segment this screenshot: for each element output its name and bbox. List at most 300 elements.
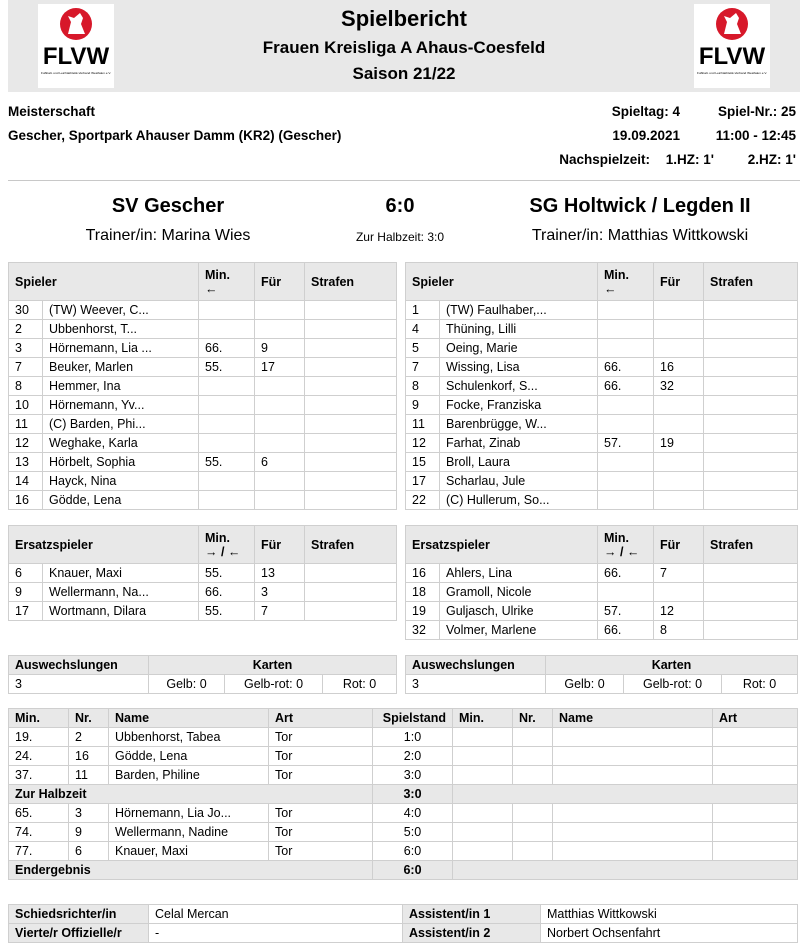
- final-score: 6:0: [385, 195, 415, 217]
- sub-for: 7: [654, 564, 704, 583]
- sub-minute: 66.: [199, 583, 255, 602]
- away-subs-table: [405, 525, 798, 640]
- sub-for: [255, 301, 305, 320]
- player-row: [406, 564, 798, 583]
- away-event-cell: [713, 766, 798, 785]
- player-name: Schulenkorf, S...: [440, 377, 598, 396]
- away-event-cell: [713, 823, 798, 842]
- event-score: 3:0: [373, 766, 453, 785]
- away-event-cell: [713, 842, 798, 861]
- away-summary-table: [405, 655, 798, 694]
- sub-for: [654, 339, 704, 358]
- assistant2-label: Assistent/in 2: [403, 924, 541, 943]
- player-row: [9, 339, 397, 358]
- event-player-number: 9: [69, 823, 109, 842]
- event-player-name: Barden, Philine: [109, 766, 269, 785]
- lineup-header-player: Spieler: [406, 263, 598, 301]
- player-row: [406, 377, 798, 396]
- player-penalties: [704, 434, 798, 453]
- sub-for: [255, 434, 305, 453]
- report-header: [8, 0, 800, 92]
- player-penalties: [305, 377, 397, 396]
- sub-minute: 66.: [598, 358, 654, 377]
- away-event-cell: [553, 747, 713, 766]
- red-cards: Rot: 0: [323, 675, 397, 694]
- player-row: [406, 583, 798, 602]
- sub-for: [654, 301, 704, 320]
- player-name: Weghake, Karla: [43, 434, 199, 453]
- player-number: 7: [9, 358, 43, 377]
- event-minute: 74.: [9, 823, 69, 842]
- event-row: [9, 747, 798, 766]
- player-row: [9, 583, 397, 602]
- sub-minute: [598, 301, 654, 320]
- player-penalties: [704, 621, 798, 640]
- subs-header-penalties: Strafen: [305, 526, 397, 564]
- events-header-name: Name: [553, 709, 713, 728]
- yellow-cards: Gelb: 0: [546, 675, 624, 694]
- player-penalties: [704, 358, 798, 377]
- player-number: 18: [406, 583, 440, 602]
- yellow-red-cards: Gelb-rot: 0: [624, 675, 722, 694]
- player-row: [9, 434, 397, 453]
- event-type: Tor: [269, 804, 373, 823]
- away-event-cell: [553, 766, 713, 785]
- venue: Gescher, Sportpark Ahauser Damm (KR2) (Gescher): [8, 128, 342, 143]
- home-subs-table: [8, 525, 397, 621]
- player-name: Oeing, Marie: [440, 339, 598, 358]
- match-time: 11:00 - 12:45: [715, 128, 796, 143]
- sub-for: [654, 583, 704, 602]
- player-number: 17: [9, 602, 43, 621]
- player-number: 12: [406, 434, 440, 453]
- event-player-number: 2: [69, 728, 109, 747]
- player-row: [9, 396, 397, 415]
- sub-minute: [598, 472, 654, 491]
- player-row: [9, 301, 397, 320]
- player-number: 19: [406, 602, 440, 621]
- sub-minute: 66.: [598, 377, 654, 396]
- sub-minute: 66.: [598, 621, 654, 640]
- home-trainer: Trainer/in: Marina Wies: [85, 227, 251, 244]
- final-label: Endergebnis: [9, 861, 373, 880]
- sub-for: [654, 472, 704, 491]
- away-event-cell: [513, 747, 553, 766]
- sub-minute: 66.: [598, 564, 654, 583]
- subs-header-for: Für: [654, 526, 704, 564]
- player-name: Wissing, Lisa: [440, 358, 598, 377]
- player-penalties: [704, 415, 798, 434]
- player-row: [406, 434, 798, 453]
- player-row: [406, 491, 798, 510]
- player-number: 30: [9, 301, 43, 320]
- player-penalties: [704, 301, 798, 320]
- away-team-name: SG Holtwick / Legden II: [529, 195, 751, 217]
- player-row: [9, 564, 397, 583]
- logo-subtext: Fußball- und Leichtathletik-Verband Westfalen e.V.: [697, 71, 768, 75]
- player-number: 11: [406, 415, 440, 434]
- sub-minute: [598, 396, 654, 415]
- event-player-number: 3: [69, 804, 109, 823]
- event-type: Tor: [269, 823, 373, 842]
- event-score: 1:0: [373, 728, 453, 747]
- sub-minute: 55.: [199, 358, 255, 377]
- away-event-cell: [553, 804, 713, 823]
- player-name: Gramoll, Nicole: [440, 583, 598, 602]
- player-penalties: [305, 583, 397, 602]
- report-title: Spielbericht: [341, 6, 467, 31]
- sub-minute: [598, 491, 654, 510]
- away-event-cell: [713, 747, 798, 766]
- player-number: 15: [406, 453, 440, 472]
- player-name: (TW) Weever, C...: [43, 301, 199, 320]
- event-type: Tor: [269, 747, 373, 766]
- event-player-number: 11: [69, 766, 109, 785]
- player-name: Thüning, Lilli: [440, 320, 598, 339]
- sub-for: [255, 491, 305, 510]
- sub-minute: [199, 491, 255, 510]
- away-event-cell: [453, 766, 513, 785]
- event-player-number: 6: [69, 842, 109, 861]
- substitutions-label: Auswechslungen: [9, 656, 149, 675]
- assistant2-name: Norbert Ochsenfahrt: [541, 924, 798, 943]
- player-name: Wellermann, Na...: [43, 583, 199, 602]
- sub-for: [654, 415, 704, 434]
- player-row: [9, 415, 397, 434]
- player-number: 13: [9, 453, 43, 472]
- player-row: [9, 358, 397, 377]
- player-number: 2: [9, 320, 43, 339]
- sub-for: 6: [255, 453, 305, 472]
- away-event-cell: [453, 804, 513, 823]
- away-event-cell: [513, 804, 553, 823]
- events-header-min: Min.: [453, 709, 513, 728]
- player-name: Hörnemann, Lia ...: [43, 339, 199, 358]
- sub-for: 3: [255, 583, 305, 602]
- event-minute: 65.: [9, 804, 69, 823]
- sub-for: 12: [654, 602, 704, 621]
- away-trainer: Trainer/in: Matthias Wittkowski: [531, 227, 749, 244]
- player-number: 14: [9, 472, 43, 491]
- event-score: 2:0: [373, 747, 453, 766]
- player-name: Hörbelt, Sophia: [43, 453, 199, 472]
- away-event-cell: [513, 823, 553, 842]
- event-minute: 37.: [9, 766, 69, 785]
- player-name: Farhat, Zinab: [440, 434, 598, 453]
- sub-minute: 55.: [199, 564, 255, 583]
- player-number: 32: [406, 621, 440, 640]
- events-header-score: Spielstand: [373, 709, 453, 728]
- player-number: 6: [9, 564, 43, 583]
- event-row: [9, 728, 798, 747]
- player-penalties: [704, 377, 798, 396]
- away-event-cell: [513, 842, 553, 861]
- event-player-name: Ubbenhorst, Tabea: [109, 728, 269, 747]
- events-header-name: Name: [109, 709, 269, 728]
- lineup-header-for: Für: [255, 263, 305, 301]
- events-header-min: Min.: [9, 709, 69, 728]
- season-label: Saison 21/22: [352, 64, 456, 83]
- player-name: Hörnemann, Yv...: [43, 396, 199, 415]
- sub-minute: 55.: [199, 453, 255, 472]
- lineup-header-penalties: Strafen: [704, 263, 798, 301]
- event-player-name: Wellermann, Nadine: [109, 823, 269, 842]
- sub-minute: [598, 453, 654, 472]
- event-score: 6:0: [373, 842, 453, 861]
- player-penalties: [305, 301, 397, 320]
- player-number: 9: [9, 583, 43, 602]
- player-name: Barenbrügge, W...: [440, 415, 598, 434]
- sub-for: 32: [654, 377, 704, 396]
- home-team-name: SV Gescher: [111, 195, 225, 217]
- player-penalties: [305, 358, 397, 377]
- player-number: 17: [406, 472, 440, 491]
- player-number: 7: [406, 358, 440, 377]
- match-events-table: [8, 708, 798, 880]
- player-number: 5: [406, 339, 440, 358]
- events-header-no: Nr.: [513, 709, 553, 728]
- away-event-cell: [453, 823, 513, 842]
- sub-for: 16: [654, 358, 704, 377]
- player-row: [9, 602, 397, 621]
- lineup-header-min: Min. ←: [199, 263, 255, 301]
- player-name: Focke, Franziska: [440, 396, 598, 415]
- player-name: Gödde, Lena: [43, 491, 199, 510]
- sub-minute: [199, 415, 255, 434]
- final-result: 6:0: [373, 861, 453, 880]
- player-penalties: [704, 472, 798, 491]
- player-name: (TW) Faulhaber,...: [440, 301, 598, 320]
- subs-header-player: Ersatzspieler: [9, 526, 199, 564]
- sub-minute: [598, 583, 654, 602]
- event-minute: 77.: [9, 842, 69, 861]
- matchday: Spieltag: 4: [611, 104, 680, 119]
- logo-ribbon: FLVW: [704, 14, 717, 30]
- officials-table: [8, 904, 798, 943]
- player-penalties: [305, 453, 397, 472]
- sub-for: [255, 377, 305, 396]
- subs-header-penalties: Strafen: [704, 526, 798, 564]
- logo-text: FLVW: [698, 43, 766, 70]
- logo-ribbon: FLVW: [48, 14, 61, 30]
- player-penalties: [305, 472, 397, 491]
- referee-name: Celal Mercan: [149, 905, 403, 924]
- home-lineup-table: [8, 262, 397, 510]
- event-row: [9, 823, 798, 842]
- event-row: [9, 842, 798, 861]
- player-number: 4: [406, 320, 440, 339]
- player-penalties: [305, 491, 397, 510]
- sub-minute: [199, 320, 255, 339]
- player-name: Guljasch, Ulrike: [440, 602, 598, 621]
- fourth-official-name: -: [149, 924, 403, 943]
- lineup-header-for: Für: [654, 263, 704, 301]
- event-type: Tor: [269, 728, 373, 747]
- player-number: 8: [9, 377, 43, 396]
- player-penalties: [704, 602, 798, 621]
- sub-minute: [199, 434, 255, 453]
- player-penalties: [305, 339, 397, 358]
- sub-minute: [199, 301, 255, 320]
- sub-for: 13: [255, 564, 305, 583]
- logo-text: FLVW: [42, 43, 110, 70]
- player-name: Hayck, Nina: [43, 472, 199, 491]
- player-penalties: [704, 491, 798, 510]
- event-player-name: Knauer, Maxi: [109, 842, 269, 861]
- divider: [8, 180, 800, 181]
- away-event-cell: [453, 728, 513, 747]
- player-penalties: [704, 320, 798, 339]
- player-penalties: [305, 415, 397, 434]
- sub-minute: 57.: [598, 434, 654, 453]
- player-penalties: [704, 583, 798, 602]
- halftime-score: Zur Halbzeit: 3:0: [355, 230, 445, 244]
- player-name: Scharlau, Jule: [440, 472, 598, 491]
- event-minute: 24.: [9, 747, 69, 766]
- player-penalties: [704, 339, 798, 358]
- sub-minute: [598, 320, 654, 339]
- cards-label: Karten: [149, 656, 397, 675]
- sub-for: [654, 491, 704, 510]
- subs-header-min: Min. → / ←: [598, 526, 654, 564]
- player-number: 22: [406, 491, 440, 510]
- assistant1-label: Assistent/in 1: [403, 905, 541, 924]
- sub-for: [255, 396, 305, 415]
- away-event-cell: [513, 728, 553, 747]
- event-player-name: Gödde, Lena: [109, 747, 269, 766]
- stoppage-label: Nachspielzeit:: [559, 152, 650, 167]
- player-number: 16: [406, 564, 440, 583]
- subs-header-for: Für: [255, 526, 305, 564]
- player-number: 1: [406, 301, 440, 320]
- sub-for: [654, 396, 704, 415]
- player-name: Knauer, Maxi: [43, 564, 199, 583]
- sub-for: [255, 415, 305, 434]
- sub-minute: [199, 472, 255, 491]
- stoppage-second-half: 2.HZ: 1': [747, 152, 796, 167]
- player-penalties: [305, 396, 397, 415]
- sub-minute: [598, 339, 654, 358]
- player-number: 8: [406, 377, 440, 396]
- sub-for: 7: [255, 602, 305, 621]
- sub-for: [255, 472, 305, 491]
- player-name: Broll, Laura: [440, 453, 598, 472]
- player-penalties: [704, 453, 798, 472]
- player-row: [406, 339, 798, 358]
- player-row: [9, 453, 397, 472]
- referee-label: Schiedsrichter/in: [9, 905, 149, 924]
- player-penalties: [305, 320, 397, 339]
- player-row: [9, 491, 397, 510]
- match-date: 19.09.2021: [612, 128, 680, 143]
- player-row: [406, 358, 798, 377]
- event-type: Tor: [269, 842, 373, 861]
- player-name: Ubbenhorst, T...: [43, 320, 199, 339]
- away-event-cell: [713, 804, 798, 823]
- logo-subtext: Fußball- und Leichtathletik-Verband Westfalen e.V.: [41, 71, 112, 75]
- events-header-no: Nr.: [69, 709, 109, 728]
- player-number: 10: [9, 396, 43, 415]
- halftime-label: Zur Halbzeit: [9, 785, 373, 804]
- away-event-cell: [553, 728, 713, 747]
- away-lineup-table: [405, 262, 798, 510]
- player-row: [406, 320, 798, 339]
- player-name: Volmer, Marlene: [440, 621, 598, 640]
- event-score: 5:0: [373, 823, 453, 842]
- player-row: [9, 377, 397, 396]
- away-event-cell: [513, 766, 553, 785]
- player-row: [406, 301, 798, 320]
- player-name: Wortmann, Dilara: [43, 602, 199, 621]
- event-minute: 19.: [9, 728, 69, 747]
- event-player-number: 16: [69, 747, 109, 766]
- halftime-result: 3:0: [373, 785, 453, 804]
- player-penalties: [704, 396, 798, 415]
- player-penalties: [704, 564, 798, 583]
- sub-for: 8: [654, 621, 704, 640]
- player-row: [406, 415, 798, 434]
- player-penalties: [305, 564, 397, 583]
- player-number: 3: [9, 339, 43, 358]
- events-header-type: Art: [713, 709, 798, 728]
- event-type: Tor: [269, 766, 373, 785]
- match-number: Spiel-Nr.: 25: [717, 104, 796, 119]
- player-number: 16: [9, 491, 43, 510]
- event-row: [9, 766, 798, 785]
- player-row: [406, 472, 798, 491]
- player-row: [9, 320, 397, 339]
- player-row: [406, 396, 798, 415]
- substitutions-count: 3: [9, 675, 149, 694]
- sub-for: 19: [654, 434, 704, 453]
- sub-minute: [199, 377, 255, 396]
- sub-minute: 55.: [199, 602, 255, 621]
- player-penalties: [305, 434, 397, 453]
- subs-header-min: Min. → / ←: [199, 526, 255, 564]
- sub-minute: 57.: [598, 602, 654, 621]
- competition-type: Meisterschaft: [8, 104, 96, 119]
- lineup-header-penalties: Strafen: [305, 263, 397, 301]
- sub-for: [654, 320, 704, 339]
- player-penalties: [305, 602, 397, 621]
- yellow-cards: Gelb: 0: [149, 675, 225, 694]
- subs-header-player: Ersatzspieler: [406, 526, 598, 564]
- player-number: 11: [9, 415, 43, 434]
- sub-minute: [199, 396, 255, 415]
- red-cards: Rot: 0: [722, 675, 798, 694]
- home-summary-table: [8, 655, 397, 694]
- event-player-name: Hörnemann, Lia Jo...: [109, 804, 269, 823]
- lineup-header-min: Min. ←: [598, 263, 654, 301]
- player-number: 12: [9, 434, 43, 453]
- fourth-official-label: Vierte/r Offizielle/r: [9, 924, 149, 943]
- event-row: [9, 804, 798, 823]
- player-row: [406, 453, 798, 472]
- cards-label: Karten: [546, 656, 798, 675]
- player-number: 9: [406, 396, 440, 415]
- sub-minute: 66.: [199, 339, 255, 358]
- away-event-cell: [553, 842, 713, 861]
- stoppage-first-half: 1.HZ: 1': [665, 152, 714, 167]
- away-event-cell: [453, 842, 513, 861]
- player-row: [9, 472, 397, 491]
- sub-for: 17: [255, 358, 305, 377]
- event-score: 4:0: [373, 804, 453, 823]
- player-name: Hemmer, Ina: [43, 377, 199, 396]
- player-row: [406, 602, 798, 621]
- substitutions-count: 3: [406, 675, 546, 694]
- player-name: Beuker, Marlen: [43, 358, 199, 377]
